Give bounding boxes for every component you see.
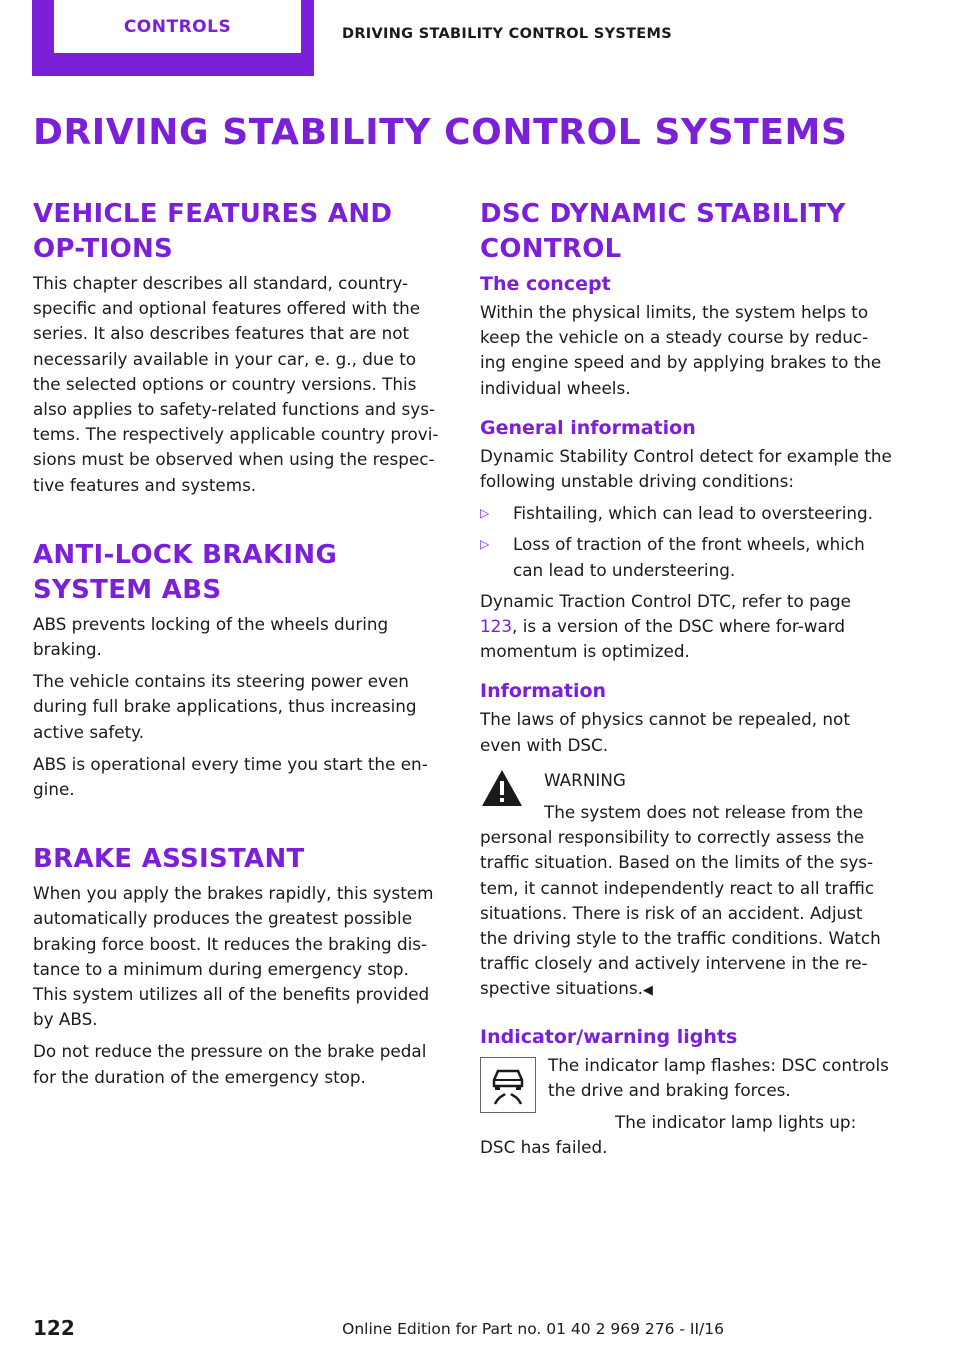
edition-footer: Online Edition for Part no. 01 40 2 969 276 - II/16 — [342, 1320, 724, 1338]
information-body: The laws of physics cannot be repealed, not even with DSC. — [480, 709, 850, 755]
warning-body: The system does not release from the personal responsibility to correctly assess the traffic situation. Based on the limits of the sys-tem, it cannot independently react to all traffic situations. There is risk of an accident. Adjust the driving style to the traffic conditions. Watch traffic closely and actively intervene in the re-spective situations.◀ — [480, 802, 881, 999]
page-link[interactable]: 123 — [480, 616, 513, 637]
abs-paragraph-2: The vehicle contains its steering power even during full brake applications, thus increasing active safety. — [33, 671, 417, 742]
general-information-body: Dynamic Stability Control detect for example the following unstable driving conditions: — [480, 445, 892, 492]
triangle-bullet-icon: ▷ — [480, 537, 490, 552]
warning-triangle-icon — [480, 768, 524, 808]
indicator-paragraph-1: The indicator lamp flashes: DSC controls the drive and braking forces. — [548, 1054, 889, 1100]
list-item: ▷ Fishtailing, which can lead to oversteering. — [480, 501, 892, 526]
indicator-heading: Indicator/warning lights — [480, 1025, 738, 1048]
triangle-bullet-icon: ▷ — [480, 506, 490, 521]
section-tab-label: CONTROLS — [54, 0, 301, 53]
brake-assistant-paragraph-2: Do not reduce the pressure on the brake pedal for the duration of the emergency stop. — [33, 1041, 427, 1087]
left-column — [33, 197, 445, 1097]
abs-paragraph-1: ABS prevents locking of the wheels during braking. — [33, 613, 389, 660]
concept-body: Within the physical limits, the system helps to keep the vehicle on a steady course by reduc-ing engine speed and by applying brakes to the individual wheels. — [480, 302, 882, 398]
dsc-skid-car-icon — [480, 1057, 536, 1113]
conditions-list — [480, 501, 892, 583]
page-number: 122 — [33, 1316, 75, 1340]
warning-title: WARNING — [544, 769, 626, 790]
concept-heading: The concept — [480, 273, 611, 295]
section-tab — [32, 0, 314, 76]
brake-assistant-paragraph-1: When you apply the brakes rapidly, this system automatically produces the greatest possible braking force boost. It reduces the braking dis-tance to a minimum during emergency stop. This system utilizes all of the benefits provided by ABS. — [33, 883, 434, 1030]
page-title: DRIVING STABILITY CONTROL SYSTEMS — [33, 112, 848, 153]
right-column — [480, 197, 892, 1167]
vehicle-features-heading: VEHICLE FEATURES AND OP-TIONS — [33, 199, 393, 264]
indicator-paragraph-2: The indicator lamp lights up: DSC has failed. — [480, 1112, 857, 1158]
list-item: ▷ Loss of traction of the front wheels, which can lead to understeering. — [480, 534, 865, 580]
information-heading: Information — [480, 680, 607, 703]
general-information-heading: General information — [480, 416, 696, 439]
dtc-reference: Dynamic Traction Control DTC, refer to page 123, is a version of the DSC where for-ward momentum is optimized. — [480, 590, 851, 662]
vehicle-features-body: This chapter describes all standard, country-specific and optional features offered with the series. It also describes features that are not necessarily available in your car, e. g., due to the selected options or country versions. This also applies to safety-related functions and sys-tems. The respectively applicable country provi-sions must be observed when using the respec-tive features and systems. — [33, 273, 439, 495]
end-mark-icon: ◀ — [642, 983, 653, 999]
abs-heading: ANTI-LOCK BRAKING SYSTEM ABS — [33, 539, 338, 605]
indicator-block — [480, 1053, 892, 1161]
brake-assistant-heading: BRAKE ASSISTANT — [33, 844, 305, 875]
dsc-heading: DSC DYNAMIC STABILITY CONTROL — [480, 199, 846, 264]
warning-block — [480, 768, 892, 1004]
abs-paragraph-3: ABS is operational every time you start the en-gine. — [33, 753, 428, 800]
running-title: DRIVING STABILITY CONTROL SYSTEMS — [342, 26, 672, 42]
